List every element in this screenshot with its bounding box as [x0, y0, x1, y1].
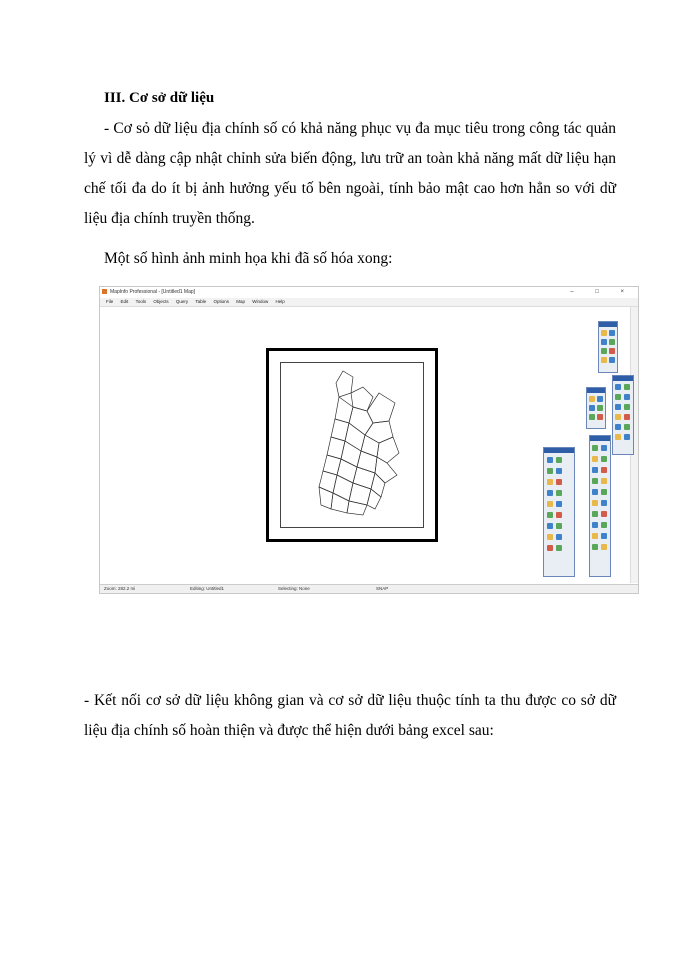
section-heading: III. Cơ sở dữ liệu — [104, 90, 215, 106]
tool-t-icon[interactable] — [601, 544, 607, 550]
tool-l-icon[interactable] — [601, 500, 607, 506]
menu-help[interactable]: Help — [275, 299, 285, 304]
status-editing: Editing: Untitled1 — [190, 586, 225, 591]
rectangle-tool-icon[interactable] — [624, 404, 630, 410]
status-zoom: Zoom: 282.2 mi — [104, 586, 136, 591]
node-tool-icon[interactable] — [624, 424, 630, 430]
print-icon[interactable] — [597, 405, 603, 411]
zoom-in-tool-icon[interactable] — [609, 330, 615, 336]
odbc-connect-icon[interactable] — [547, 457, 553, 463]
window-controls[interactable]: – □ × — [570, 289, 634, 295]
paragraph-database-benefits: - Cơ sỏ dữ liệu địa chính số có khả năng phục vụ đa mục tiêu trong công tác quản lý vì dễ dàng cập nhật chỉnh sửa biến động, lưu trữ an toàn khả năng mất dữ liệu hạn chế tối đa do ít bị ảnh hưởng yếu tố bên ngoài, tính bảo mật cao hơn hẳn so với dữ liệu địa chính truyền thống. — [84, 120, 616, 227]
odbc-open-icon[interactable] — [556, 457, 562, 463]
cut-icon[interactable] — [589, 414, 595, 420]
odbc-chart-icon[interactable] — [547, 523, 553, 529]
arc-tool-icon[interactable] — [624, 394, 630, 400]
reshape-tool-icon[interactable] — [615, 424, 621, 430]
tool-a-icon[interactable] — [592, 445, 598, 451]
tool-d-icon[interactable] — [601, 456, 607, 462]
tool-e-icon[interactable] — [592, 467, 598, 473]
menu-edit[interactable]: Edit — [120, 299, 129, 304]
tool-b-icon[interactable] — [601, 445, 607, 451]
toolbar-tools — [589, 435, 611, 577]
paragraph-database-connection: - Kết nối cơ sở dữ liệu không gian và cơ sở dữ liệu thuộc tính ta thu được co sở dữ liệu địa chính số hoàn thiện và được thể hiện dưới bảng excel sau: — [84, 692, 616, 739]
odbc-map-icon[interactable] — [556, 523, 562, 529]
tool-g-icon[interactable] — [592, 478, 598, 484]
map-layout-frame[interactable] — [266, 348, 438, 542]
odbc-filter-icon[interactable] — [547, 512, 553, 518]
polygon-tool-icon[interactable] — [615, 394, 621, 400]
odbc-help-icon[interactable] — [556, 545, 562, 551]
tool-n-icon[interactable] — [601, 511, 607, 517]
odbc-save-icon[interactable] — [556, 468, 562, 474]
frame-tool-icon[interactable] — [615, 434, 621, 440]
menu-table[interactable]: Table — [195, 299, 207, 304]
copy-icon[interactable] — [597, 414, 603, 420]
toolbar-main — [598, 321, 618, 373]
odbc-globe-icon[interactable] — [556, 534, 562, 540]
odbc-unlink-icon[interactable] — [556, 479, 562, 485]
tool-r-icon[interactable] — [601, 533, 607, 539]
select-tool-icon[interactable] — [601, 330, 607, 336]
map-inner-frame — [280, 362, 424, 528]
zoom-out-tool-icon[interactable] — [601, 339, 607, 345]
menu-query[interactable]: Query — [175, 299, 189, 304]
tool-m-icon[interactable] — [592, 511, 598, 517]
menu-tools[interactable]: Tools — [135, 299, 147, 304]
style-tool-icon[interactable] — [624, 434, 630, 440]
menu-file[interactable]: File — [106, 299, 114, 304]
toolbar-drawing — [612, 375, 634, 455]
text-tool-icon[interactable] — [615, 414, 621, 420]
polyline-tool-icon[interactable] — [624, 384, 630, 390]
toolbar-standard — [586, 387, 606, 429]
tool-j-icon[interactable] — [601, 489, 607, 495]
info-tool-icon[interactable] — [601, 348, 607, 354]
odbc-layer-icon[interactable] — [547, 534, 553, 540]
tool-s-icon[interactable] — [592, 544, 598, 550]
odbc-import-icon[interactable] — [556, 501, 562, 507]
mapinfo-screenshot — [99, 286, 639, 594]
menu-window[interactable]: Window — [252, 299, 269, 304]
layer-tool-icon[interactable] — [609, 357, 615, 363]
new-table-icon[interactable] — [589, 396, 595, 402]
odbc-close-icon[interactable] — [547, 545, 553, 551]
tool-f-icon[interactable] — [601, 467, 607, 473]
odbc-query-icon[interactable] — [547, 479, 553, 485]
odbc-table-icon[interactable] — [547, 490, 553, 496]
toolbar-odbc — [543, 447, 575, 577]
pan-tool-icon[interactable] — [609, 339, 615, 345]
symbol-tool-icon[interactable] — [624, 414, 630, 420]
menu-bar — [100, 298, 638, 307]
tool-q-icon[interactable] — [592, 533, 598, 539]
tool-c-icon[interactable] — [592, 456, 598, 462]
cadastral-parcel-map — [281, 363, 423, 527]
open-table-icon[interactable] — [597, 396, 603, 402]
odbc-refresh-icon[interactable] — [547, 468, 553, 474]
menu-options[interactable]: Options — [213, 299, 229, 304]
odbc-grid-icon[interactable] — [556, 490, 562, 496]
line-tool-icon[interactable] — [615, 384, 621, 390]
odbc-export-icon[interactable] — [547, 501, 553, 507]
tool-p-icon[interactable] — [601, 522, 607, 528]
mapinfo-app-icon — [102, 289, 107, 294]
window-title: MapInfo Professional - [Untitled1 Map] — [110, 289, 196, 295]
window-titlebar — [100, 287, 638, 297]
status-snap: SNAP — [376, 586, 389, 591]
tool-k-icon[interactable] — [592, 500, 598, 506]
ellipse-tool-icon[interactable] — [615, 404, 621, 410]
menu-objects[interactable]: Objects — [153, 299, 169, 304]
save-table-icon[interactable] — [589, 405, 595, 411]
ruler-tool-icon[interactable] — [601, 357, 607, 363]
tool-i-icon[interactable] — [592, 489, 598, 495]
status-selecting: Selecting: None — [278, 586, 310, 591]
label-tool-icon[interactable] — [609, 348, 615, 354]
status-bar — [100, 584, 638, 593]
odbc-sort-icon[interactable] — [556, 512, 562, 518]
paragraph-illustration-intro: Một số hình ảnh minh họa khi đã số hóa xong: — [104, 250, 393, 267]
tool-o-icon[interactable] — [592, 522, 598, 528]
tool-h-icon[interactable] — [601, 478, 607, 484]
menu-map[interactable]: Map — [236, 299, 245, 304]
